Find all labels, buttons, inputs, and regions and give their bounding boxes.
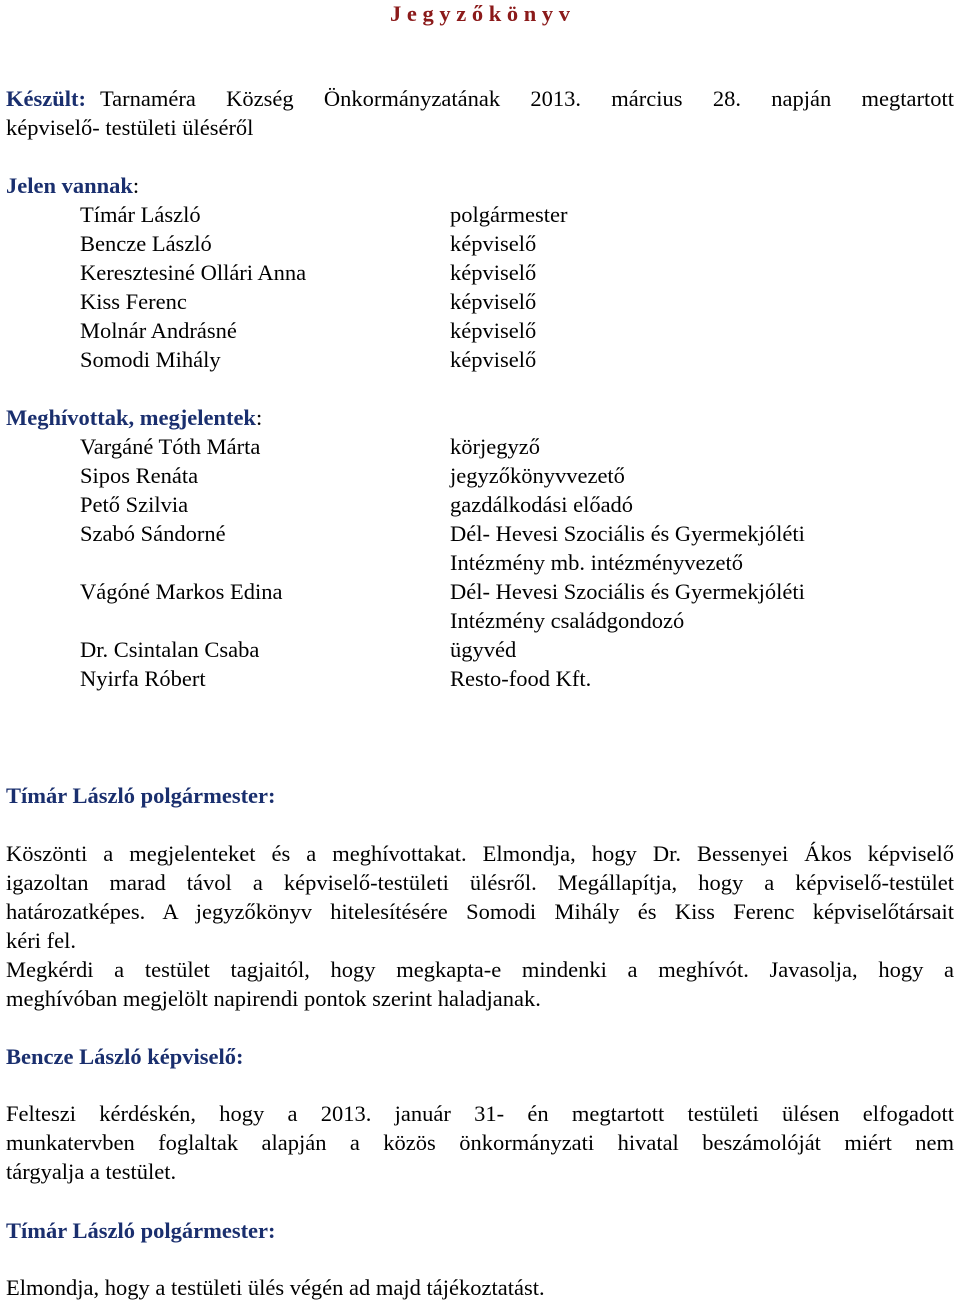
speaker-heading: Tímár László polgármester: xyxy=(6,1218,276,1243)
member-row xyxy=(0,345,960,374)
speaker-heading: Tímár László polgármester: xyxy=(6,783,276,808)
guest-role: körjegyző xyxy=(450,434,540,459)
guest-role: gazdálkodási előadó xyxy=(450,492,634,517)
speech-line: kéri fel. xyxy=(6,928,76,953)
speech-line: Köszönti a megjelenteket és a meghívottakat. Elmondja, hogy Dr. Bessenyei Ákos képviselő xyxy=(6,841,954,866)
guest-name: Vargáné Tóth Márta xyxy=(80,434,261,459)
speech-paragraph xyxy=(6,1099,954,1186)
guest-name: Szabó Sándorné xyxy=(80,521,226,546)
speech-line: meghívóban megjelölt napirendi pontok szerint haladjanak. xyxy=(6,986,541,1011)
member-row xyxy=(0,258,960,287)
meghivottak-heading xyxy=(6,403,954,432)
member-name: Tímár László xyxy=(80,202,201,227)
member-row xyxy=(0,200,960,229)
speech-line: munkatervben foglaltak alapján a közös önkormányzati hivatal beszámolóját miért nem xyxy=(6,1130,954,1155)
members-list xyxy=(0,200,960,374)
speech-line: határozatképes. A jegyzőkönyv hitelesítésére Somodi Mihály és Kiss Ferenc képviselőtársait xyxy=(6,899,954,924)
member-name: Bencze László xyxy=(80,231,212,256)
member-role: képviselő xyxy=(450,289,537,314)
member-row xyxy=(0,316,960,345)
guest-name: Nyirfa Róbert xyxy=(80,666,206,691)
document-title: J e g y z ő k ö n y v xyxy=(390,1,570,26)
keszult-label: Készült: xyxy=(6,86,86,111)
meghivottak-colon: : xyxy=(255,405,263,430)
guest-row xyxy=(0,664,960,693)
guest-role: jegyzőkönyvvezető xyxy=(450,463,625,488)
guest-name: Vágóné Markos Edina xyxy=(80,579,283,604)
keszult-paragraph xyxy=(6,84,954,142)
member-row xyxy=(0,287,960,316)
guest-row xyxy=(0,461,960,490)
member-role: képviselő xyxy=(450,231,537,256)
guest-role: Intézmény családgondozó xyxy=(450,608,685,633)
speaker-heading: Bencze László képviselő: xyxy=(6,1044,244,1069)
member-name: Keresztesiné Ollári Anna xyxy=(80,260,307,285)
guest-row xyxy=(0,635,960,664)
jelen-heading xyxy=(6,171,954,200)
guest-row xyxy=(0,577,960,606)
speech-paragraph xyxy=(6,839,954,955)
speech-line: Felteszi kérdéskén, hogy a 2013. január 31- én megtartott testületi ülésen elfogadott xyxy=(6,1101,954,1126)
member-role: képviselő xyxy=(450,347,537,372)
guest-row xyxy=(0,519,960,548)
member-role: képviselő xyxy=(450,260,537,285)
guest-role: Dél- Hevesi Szociális és Gyermekjóléti xyxy=(450,579,805,604)
guest-row xyxy=(0,490,960,519)
jelen-label: Jelen vannak xyxy=(6,173,133,198)
speech-paragraph xyxy=(6,955,954,1013)
guest-row xyxy=(0,606,960,635)
guest-row xyxy=(0,548,960,577)
member-name: Molnár Andrásné xyxy=(80,318,237,343)
guest-row xyxy=(0,432,960,461)
keszult-text-line1: Tarnaméra Község Önkormányzatának 2013. március 28. napján megtartott xyxy=(99,86,954,111)
guest-name: Sipos Renáta xyxy=(80,463,199,488)
speech-line: Megkérdi a testület tagjaitól, hogy megkapta-e mindenki a meghívót. Javasolja, hogy a xyxy=(6,957,954,982)
speech-line: Elmondja, hogy a testületi ülés végén ad majd tájékoztatást. xyxy=(6,1275,545,1300)
guest-name: Dr. Csintalan Csaba xyxy=(80,637,260,662)
member-name: Somodi Mihály xyxy=(80,347,221,372)
member-role: képviselő xyxy=(450,318,537,343)
guest-role: Dél- Hevesi Szociális és Gyermekjóléti xyxy=(450,521,805,546)
speech-paragraph xyxy=(6,1273,954,1302)
jelen-colon: : xyxy=(132,173,140,198)
guests-list xyxy=(0,432,960,693)
keszult-text-line2: képviselő- testületi üléséről xyxy=(6,115,254,140)
member-name: Kiss Ferenc xyxy=(80,289,187,314)
guest-role: Intézmény mb. intézményvezető xyxy=(450,550,744,575)
guest-name: Pető Szilvia xyxy=(80,492,189,517)
member-row xyxy=(0,229,960,258)
speech-line: tárgyalja a testület. xyxy=(6,1159,177,1184)
member-role: polgármester xyxy=(450,202,568,227)
guest-role: Resto-food Kft. xyxy=(450,666,592,691)
speech-line: igazoltan marad távol a képviselő-testületi ülésről. Megállapítja, hogy a képviselő-testület xyxy=(6,870,954,895)
meghivottak-label: Meghívottak, megjelentek xyxy=(6,405,256,430)
guest-role: ügyvéd xyxy=(450,637,517,662)
